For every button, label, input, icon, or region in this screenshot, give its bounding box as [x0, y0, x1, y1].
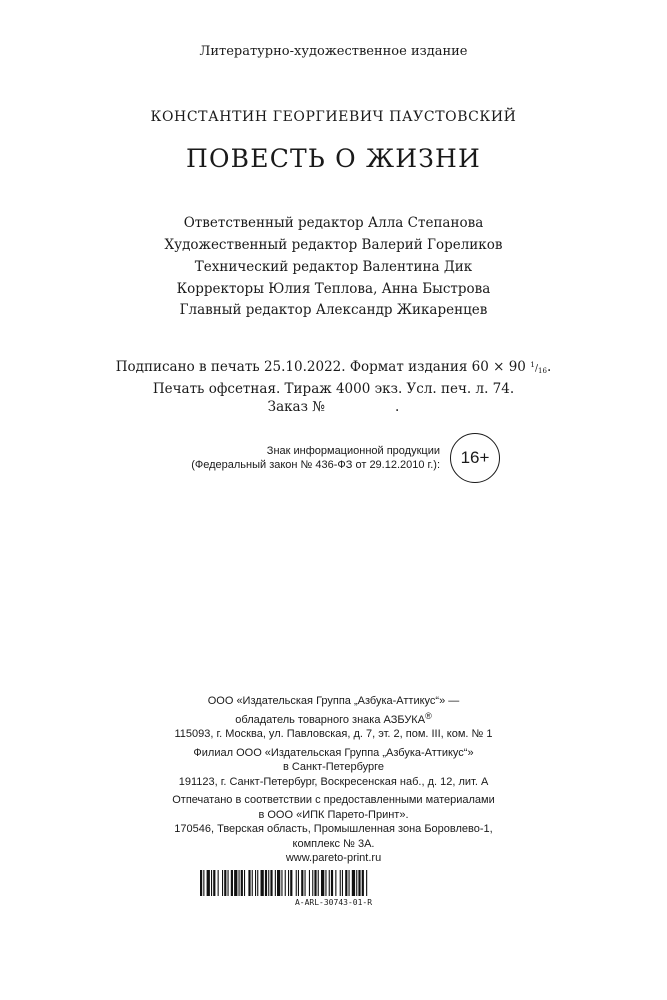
staff-line: Технический редактор Валентина Дик	[194, 259, 473, 275]
rating-notice	[160, 444, 440, 472]
publisher-block	[0, 694, 667, 870]
publisher-line: обладатель товарного знака АЗБУКА®	[235, 710, 432, 726]
order-line: Заказ № .	[267, 399, 400, 415]
barcode	[200, 870, 467, 896]
printer-address: 170546, Тверская область, Промышленная зона Боровлево-1,	[174, 823, 493, 835]
branch-line: Филиал ООО «Издательская Группа „Азбука-Аттикус“»	[193, 746, 474, 759]
format-fraction: $^1/_{16}$	[530, 360, 547, 375]
rating-notice-line2: (Федеральный закон № 436-ФЗ от 29.12.2010 г.):	[191, 459, 440, 471]
barcode-label: A-ARL-30743-01-R	[294, 898, 373, 907]
staff-line: Ответственный редактор Алла Степанова	[183, 215, 484, 231]
author-name: КОНСТАНТИН ГЕОРГИЕВИЧ ПАУСТОВСКИЙ	[150, 109, 517, 125]
age-rating-badge: 16+	[450, 433, 500, 483]
publisher-line: ООО «Издательская Группа „Азбука-Аттикус“» —	[207, 695, 460, 707]
printer-line: в ООО «ИПК Парето-Принт».	[258, 808, 409, 821]
printer-address: комплекс № 3А.	[292, 837, 375, 850]
editorial-staff	[0, 212, 667, 300]
chief-editor: Главный редактор Александр Жикаренцев	[179, 302, 488, 318]
branch-address: 191123, г. Санкт-Петербург, Воскресенская наб., д. 12, лит. А	[178, 775, 489, 788]
rating-notice-line1: Знак информационной продукции	[266, 445, 440, 457]
book-title: ПОВЕСТЬ О ЖИЗНИ	[185, 144, 482, 173]
publisher-address: 115093, г. Москва, ул. Павловская, д. 7, эт. 2, пом. III, ком. № 1	[174, 728, 493, 740]
print-format-text: Подписано в печать 25.10.2022. Формат издания 60 × 90	[115, 359, 526, 375]
print-info-line2: Печать офсетная. Тираж 4000 экз. Усл. печ. л. 74.	[152, 381, 515, 397]
series-line: Литературно-художественное издание	[199, 44, 468, 59]
branch-block	[0, 746, 667, 790]
order-label: Заказ №	[267, 399, 326, 415]
branch-line: в Санкт-Петербурге	[282, 761, 385, 773]
registered-mark: ®	[425, 710, 432, 721]
printer-line: Отпечатано в соответствии с предоставленными материалами	[172, 794, 495, 806]
publisher-main	[0, 694, 667, 742]
staff-line: Художественный редактор Валерий Гореликов	[164, 237, 503, 253]
printer-block	[0, 793, 667, 866]
staff-line: Корректоры Юлия Теплова, Анна Быстрова	[176, 281, 491, 297]
print-info-line1: Подписано в печать 25.10.2022. Формат издания 60 × 90 $^1/_{16}$.	[115, 359, 552, 375]
print-info	[0, 356, 667, 416]
printer-website: www.pareto-print.ru	[285, 852, 382, 864]
